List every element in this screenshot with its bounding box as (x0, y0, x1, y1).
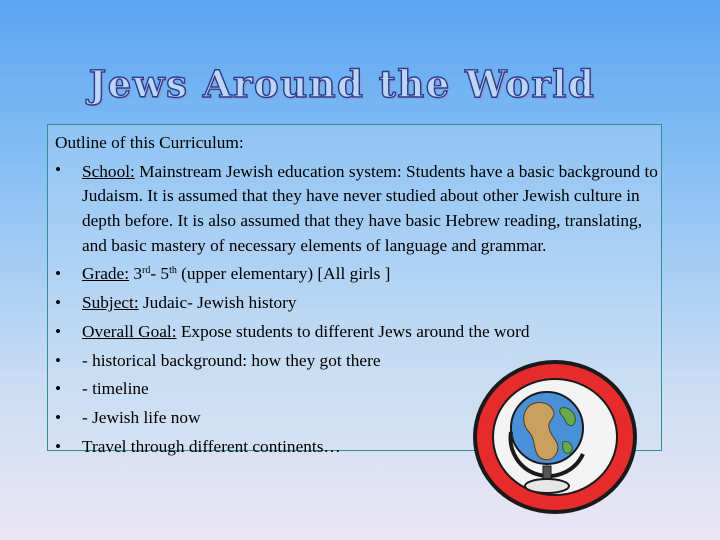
list-item-school (55, 158, 665, 260)
goal-text: Expose students to different Jews around the word (176, 321, 530, 341)
bullet: • (55, 159, 62, 179)
bullet: • (55, 408, 62, 428)
grade-post: (upper elementary) [All girls ] (176, 264, 391, 284)
list-item-subject (55, 289, 665, 318)
list-item-grade (55, 260, 665, 289)
bullet: • (55, 321, 62, 341)
outline-heading: Outline of this Curriculum: (55, 133, 244, 152)
grade-sup-rd: rd (142, 265, 151, 277)
grade-sup-th: th (169, 265, 177, 277)
item-text: - historical background: how they got there (82, 350, 381, 370)
slide-title: Jews Around the World (88, 62, 596, 106)
goal-label: Overall Goal: (82, 321, 177, 341)
bullet: • (55, 379, 62, 399)
bullet: • (55, 292, 62, 312)
grade-pre: 3 (129, 264, 142, 284)
school-text: Mainstream Jewish education system: Students have a basic background to Judaism. It is assumed that they have never studied about other Jewish culture in depth before. It is also assumed that they have basic Hebrew reading, translating, and basic mastery of necessary elements of language and grammar. (82, 161, 658, 255)
school-label: School: (82, 161, 135, 181)
grade-mid: - 5 (150, 264, 170, 284)
bullet: • (55, 264, 62, 284)
list-item-goal (55, 318, 665, 347)
bullet: • (55, 350, 62, 370)
item-text: Travel through different continents… (82, 436, 341, 456)
globe-icon (471, 358, 639, 516)
grade-label: Grade: (82, 264, 130, 284)
item-text: - timeline (82, 379, 149, 399)
item-text: - Jewish life now (82, 408, 201, 428)
bullet: • (55, 436, 62, 456)
subject-text: Judaic- Jewish history (138, 292, 297, 312)
subject-label: Subject: (82, 292, 139, 312)
